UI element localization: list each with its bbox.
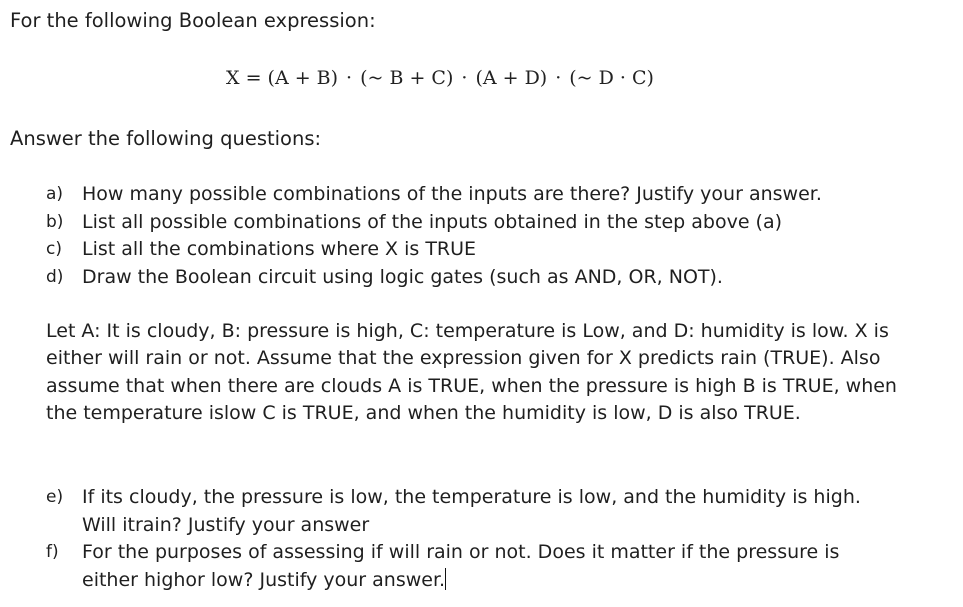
question-text: How many possible combinations of the inputs are there? Justify your answer. (82, 183, 822, 205)
expression-term-4: (~ D · C) (569, 67, 654, 89)
question-e (46, 484, 882, 539)
question-text: List all possible combinations of the inputs obtained in the step above (a) (82, 210, 783, 233)
question-d (46, 264, 822, 292)
question-marker: e) (46, 487, 64, 507)
question-marker: c) (46, 239, 62, 259)
question-marker: d) (46, 266, 64, 287)
question-b (46, 209, 822, 237)
question-c (46, 236, 822, 264)
expression-term-1: (A + B) (267, 67, 339, 89)
answer-heading: Answer the following questions: (10, 127, 322, 150)
expression-lhs: X = (226, 67, 268, 89)
question-f-text: For the purposes of assessing if will rain or not. Does it matter if the pressure is either highor low? Justify your answer. (82, 541, 840, 591)
question-a (46, 181, 822, 209)
boolean-expression (226, 64, 654, 92)
intro-text: For the following Boolean expression: (10, 9, 376, 32)
scenario-paragraph: Let A: It is cloudy, B: pressure is high, C: temperature is Low, and D: humidity is low. X is either will rain or not. Assume that the expression given for X predicts rain (TRUE). Also assume that when there are clouds A is TRUE, when the pressure is high B is TRUE, when the temperature islow C is TRUE, and when the humidity is low, D is also TRUE. (46, 320, 897, 424)
question-f (46, 539, 882, 594)
question-list-part1 (46, 181, 822, 291)
question-text: Draw the Boolean circuit using logic gates (such as AND, OR, NOT). (82, 265, 723, 288)
question-marker: a) (46, 184, 64, 204)
text-cursor (445, 568, 446, 590)
question-text: List all the combinations where X is TRUE (82, 238, 477, 260)
question-marker: b) (46, 211, 64, 232)
question-marker: f) (46, 542, 59, 562)
and-operator: · (461, 67, 468, 89)
question-text: If its cloudy, the pressure is low, the temperature is low, and the humidity is high. Will itrain? Justify your answer (82, 486, 861, 536)
and-operator: · (346, 67, 353, 89)
question-list-part2 (46, 484, 882, 594)
and-operator: · (555, 67, 562, 89)
question-text (82, 539, 882, 594)
expression-term-3: (A + D) (475, 67, 548, 89)
expression-term-2: (~ B + C) (360, 67, 454, 89)
